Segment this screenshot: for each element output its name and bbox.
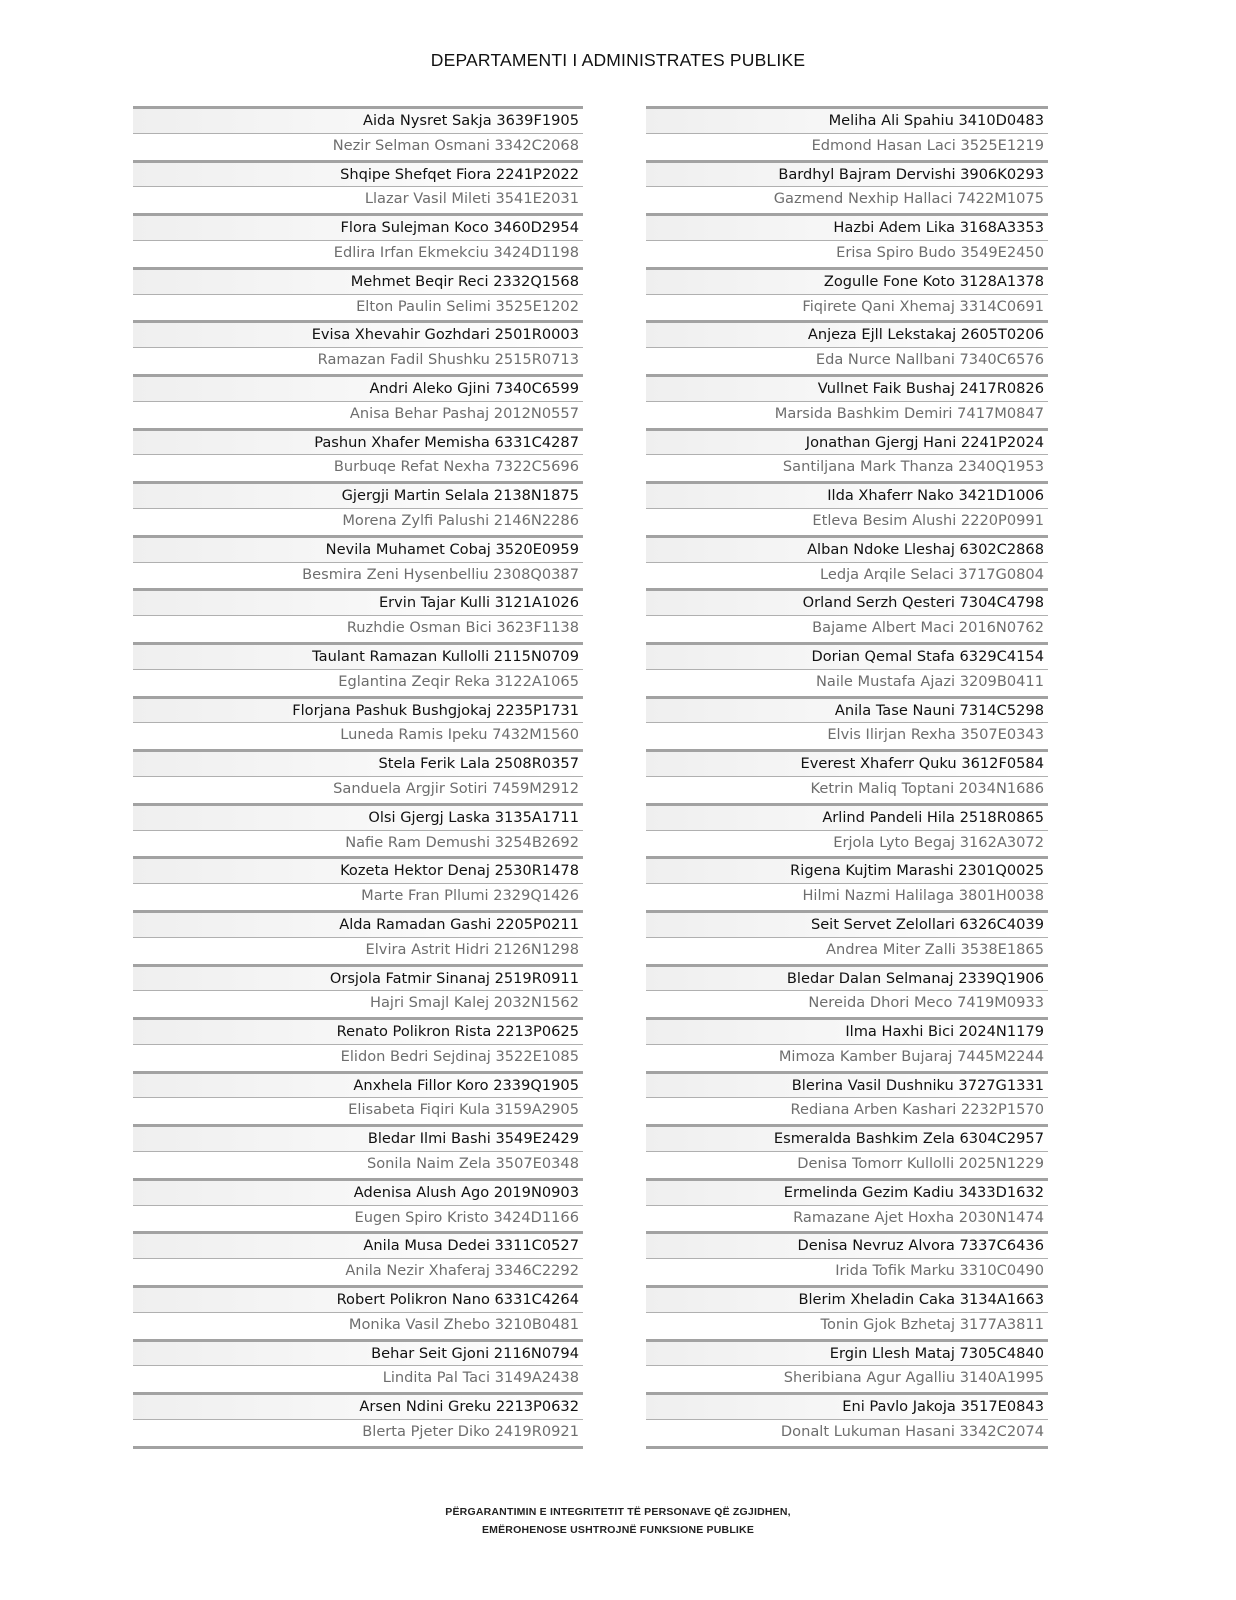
footer-line-2: EMËROHENOSE USHTROJNË FUNKSIONE PUBLIKE: [481, 1524, 755, 1536]
list-item: Eda Nurce Nallbani 7340C6576: [646, 347, 1048, 374]
list-item: Elvis Ilirjan Rexha 3507E0343: [646, 722, 1048, 749]
footer-line-1: PËRGARANTIMIN E INTEGRITETIT TË PERSONAVE QË ZGJIDHEN,: [445, 1506, 791, 1518]
list-item: Bajame Albert Maci 2016N0762: [646, 615, 1048, 642]
list-item: Renato Polikron Rista 2213P0625: [133, 1017, 583, 1044]
list-item: Ramazane Ajet Hoxha 2030N1474: [646, 1205, 1048, 1232]
list-item: Santiljana Mark Thanza 2340Q1953: [646, 454, 1048, 481]
list-item: Esmeralda Bashkim Zela 6304C2957: [646, 1124, 1048, 1151]
list-item: Fiqirete Qani Xhemaj 3314C0691: [646, 294, 1048, 321]
list-item: Besmira Zeni Hysenbelliu 2308Q0387: [133, 562, 583, 589]
list-item: Sanduela Argjir Sotiri 7459M2912: [133, 776, 583, 803]
list-item: Olsi Gjergj Laska 3135A1711: [133, 803, 583, 830]
list-item: Burbuqe Refat Nexha 7322C5696: [133, 454, 583, 481]
list-item: Marte Fran Pllumi 2329Q1426: [133, 883, 583, 910]
list-item: Rediana Arben Kashari 2232P1570: [646, 1097, 1048, 1124]
list-item: Pashun Xhafer Memisha 6331C4287: [133, 428, 583, 455]
list-item: Ermelinda Gezim Kadiu 3433D1632: [646, 1178, 1048, 1205]
list-item: Florjana Pashuk Bushgjokaj 2235P1731: [133, 696, 583, 723]
list-item: Andrea Miter Zalli 3538E1865: [646, 937, 1048, 964]
list-item: Nafie Ram Demushi 3254B2692: [133, 830, 583, 857]
list-item: Rigena Kujtim Marashi 2301Q0025: [646, 856, 1048, 883]
list-item: Kozeta Hektor Denaj 2530R1478: [133, 856, 583, 883]
list-item: Anjeza Ejll Lekstakaj 2605T0206: [646, 320, 1048, 347]
list-item: Sheribiana Agur Agalliu 3140A1995: [646, 1365, 1048, 1392]
list-item: Nevila Muhamet Cobaj 3520E0959: [133, 535, 583, 562]
list-item: Mehmet Beqir Reci 2332Q1568: [133, 267, 583, 294]
list-item: Marsida Bashkim Demiri 7417M0847: [646, 401, 1048, 428]
list-item: Elidon Bedri Sejdinaj 3522E1085: [133, 1044, 583, 1071]
list-item: Alban Ndoke Lleshaj 6302C2868: [646, 535, 1048, 562]
list-item: Jonathan Gjergj Hani 2241P2024: [646, 428, 1048, 455]
list-item: Flora Sulejman Koco 3460D2954: [133, 213, 583, 240]
list-item: Meliha Ali Spahiu 3410D0483: [646, 106, 1048, 133]
list-item: Blerina Vasil Dushniku 3727G1331: [646, 1071, 1048, 1098]
list-item: Elvira Astrit Hidri 2126N1298: [133, 937, 583, 964]
list-item: Anila Tase Nauni 7314C5298: [646, 696, 1048, 723]
list-item: Erjola Lyto Begaj 3162A3072: [646, 830, 1048, 857]
list-item: Edlira Irfan Ekmekciu 3424D1198: [133, 240, 583, 267]
list-item: Zogulle Fone Koto 3128A1378: [646, 267, 1048, 294]
list-item: Behar Seit Gjoni 2116N0794: [133, 1339, 583, 1366]
list-item: Blerta Pjeter Diko 2419R0921: [133, 1419, 583, 1446]
list-item: Shqipe Shefqet Fiora 2241P2022: [133, 160, 583, 187]
list-item: Lindita Pal Taci 3149A2438: [133, 1365, 583, 1392]
list-item: Anila Nezir Xhaferaj 3346C2292: [133, 1258, 583, 1285]
list-item: Bledar Dalan Selmanaj 2339Q1906: [646, 964, 1048, 991]
left-name-list: [133, 106, 583, 1449]
list-item: Ruzhdie Osman Bici 3623F1138: [133, 615, 583, 642]
list-item: Irida Tofik Marku 3310C0490: [646, 1258, 1048, 1285]
list-item: Etleva Besim Alushi 2220P0991: [646, 508, 1048, 535]
list-item: Evisa Xhevahir Gozhdari 2501R0003: [133, 320, 583, 347]
list-item: Mimoza Kamber Bujaraj 7445M2244: [646, 1044, 1048, 1071]
list-item: Bardhyl Bajram Dervishi 3906K0293: [646, 160, 1048, 187]
list-item: Alda Ramadan Gashi 2205P0211: [133, 910, 583, 937]
list-item: Dorian Qemal Stafa 6329C4154: [646, 642, 1048, 669]
list-bottom-rule: [646, 1446, 1048, 1449]
list-item: Stela Ferik Lala 2508R0357: [133, 749, 583, 776]
list-item: Arsen Ndini Greku 2213P0632: [133, 1392, 583, 1419]
list-item: Gazmend Nexhip Hallaci 7422M1075: [646, 186, 1048, 213]
list-item: Everest Xhaferr Quku 3612F0584: [646, 749, 1048, 776]
list-item: Llazar Vasil Mileti 3541E2031: [133, 186, 583, 213]
list-item: Taulant Ramazan Kullolli 2115N0709: [133, 642, 583, 669]
list-item: Bledar Ilmi Bashi 3549E2429: [133, 1124, 583, 1151]
list-item: Ramazan Fadil Shushku 2515R0713: [133, 347, 583, 374]
list-item: Donalt Lukuman Hasani 3342C2074: [646, 1419, 1048, 1446]
list-item: Hilmi Nazmi Halilaga 3801H0038: [646, 883, 1048, 910]
list-item: Hazbi Adem Lika 3168A3353: [646, 213, 1048, 240]
list-item: Ilma Haxhi Bici 2024N1179: [646, 1017, 1048, 1044]
list-item: Tonin Gjok Bzhetaj 3177A3811: [646, 1312, 1048, 1339]
list-item: Elisabeta Fiqiri Kula 3159A2905: [133, 1097, 583, 1124]
list-item: Orland Serzh Qesteri 7304C4798: [646, 588, 1048, 615]
list-item: Ervin Tajar Kulli 3121A1026: [133, 588, 583, 615]
list-item: Blerim Xheladin Caka 3134A1663: [646, 1285, 1048, 1312]
list-item: Gjergji Martin Selala 2138N1875: [133, 481, 583, 508]
list-item: Ledja Arqile Selaci 3717G0804: [646, 562, 1048, 589]
list-item: Seit Servet Zelollari 6326C4039: [646, 910, 1048, 937]
list-item: Elton Paulin Selimi 3525E1202: [133, 294, 583, 321]
list-item: Eugen Spiro Kristo 3424D1166: [133, 1205, 583, 1232]
page-title: DEPARTAMENTI I ADMINISTRATES PUBLIKE: [430, 50, 806, 70]
list-item: Denisa Tomorr Kullolli 2025N1229: [646, 1151, 1048, 1178]
list-item: Ketrin Maliq Toptani 2034N1686: [646, 776, 1048, 803]
list-item: Denisa Nevruz Alvora 7337C6436: [646, 1231, 1048, 1258]
list-item: Ergin Llesh Mataj 7305C4840: [646, 1339, 1048, 1366]
list-item: Naile Mustafa Ajazi 3209B0411: [646, 669, 1048, 696]
list-item: Vullnet Faik Bushaj 2417R0826: [646, 374, 1048, 401]
list-item: Erisa Spiro Budo 3549E2450: [646, 240, 1048, 267]
list-item: Anxhela Fillor Koro 2339Q1905: [133, 1071, 583, 1098]
list-item: Arlind Pandeli Hila 2518R0865: [646, 803, 1048, 830]
list-item: Nezir Selman Osmani 3342C2068: [133, 133, 583, 160]
list-item: Andri Aleko Gjini 7340C6599: [133, 374, 583, 401]
list-item: Sonila Naim Zela 3507E0348: [133, 1151, 583, 1178]
list-bottom-rule: [133, 1446, 583, 1449]
list-item: Edmond Hasan Laci 3525E1219: [646, 133, 1048, 160]
list-item: Anila Musa Dedei 3311C0527: [133, 1231, 583, 1258]
list-item: Orsjola Fatmir Sinanaj 2519R0911: [133, 964, 583, 991]
list-item: Monika Vasil Zhebo 3210B0481: [133, 1312, 583, 1339]
list-item: Ilda Xhaferr Nako 3421D1006: [646, 481, 1048, 508]
page-footer: [0, 1503, 1236, 1539]
list-item: Aida Nysret Sakja 3639F1905: [133, 106, 583, 133]
list-item: Morena Zylfi Palushi 2146N2286: [133, 508, 583, 535]
list-item: Eglantina Zeqir Reka 3122A1065: [133, 669, 583, 696]
list-item: Robert Polikron Nano 6331C4264: [133, 1285, 583, 1312]
list-item: Eni Pavlo Jakoja 3517E0843: [646, 1392, 1048, 1419]
list-item: Luneda Ramis Ipeku 7432M1560: [133, 722, 583, 749]
right-name-list: [646, 106, 1048, 1449]
list-item: Adenisa Alush Ago 2019N0903: [133, 1178, 583, 1205]
list-item: Anisa Behar Pashaj 2012N0557: [133, 401, 583, 428]
list-item: Hajri Smajl Kalej 2032N1562: [133, 990, 583, 1017]
list-item: Nereida Dhori Meco 7419M0933: [646, 990, 1048, 1017]
